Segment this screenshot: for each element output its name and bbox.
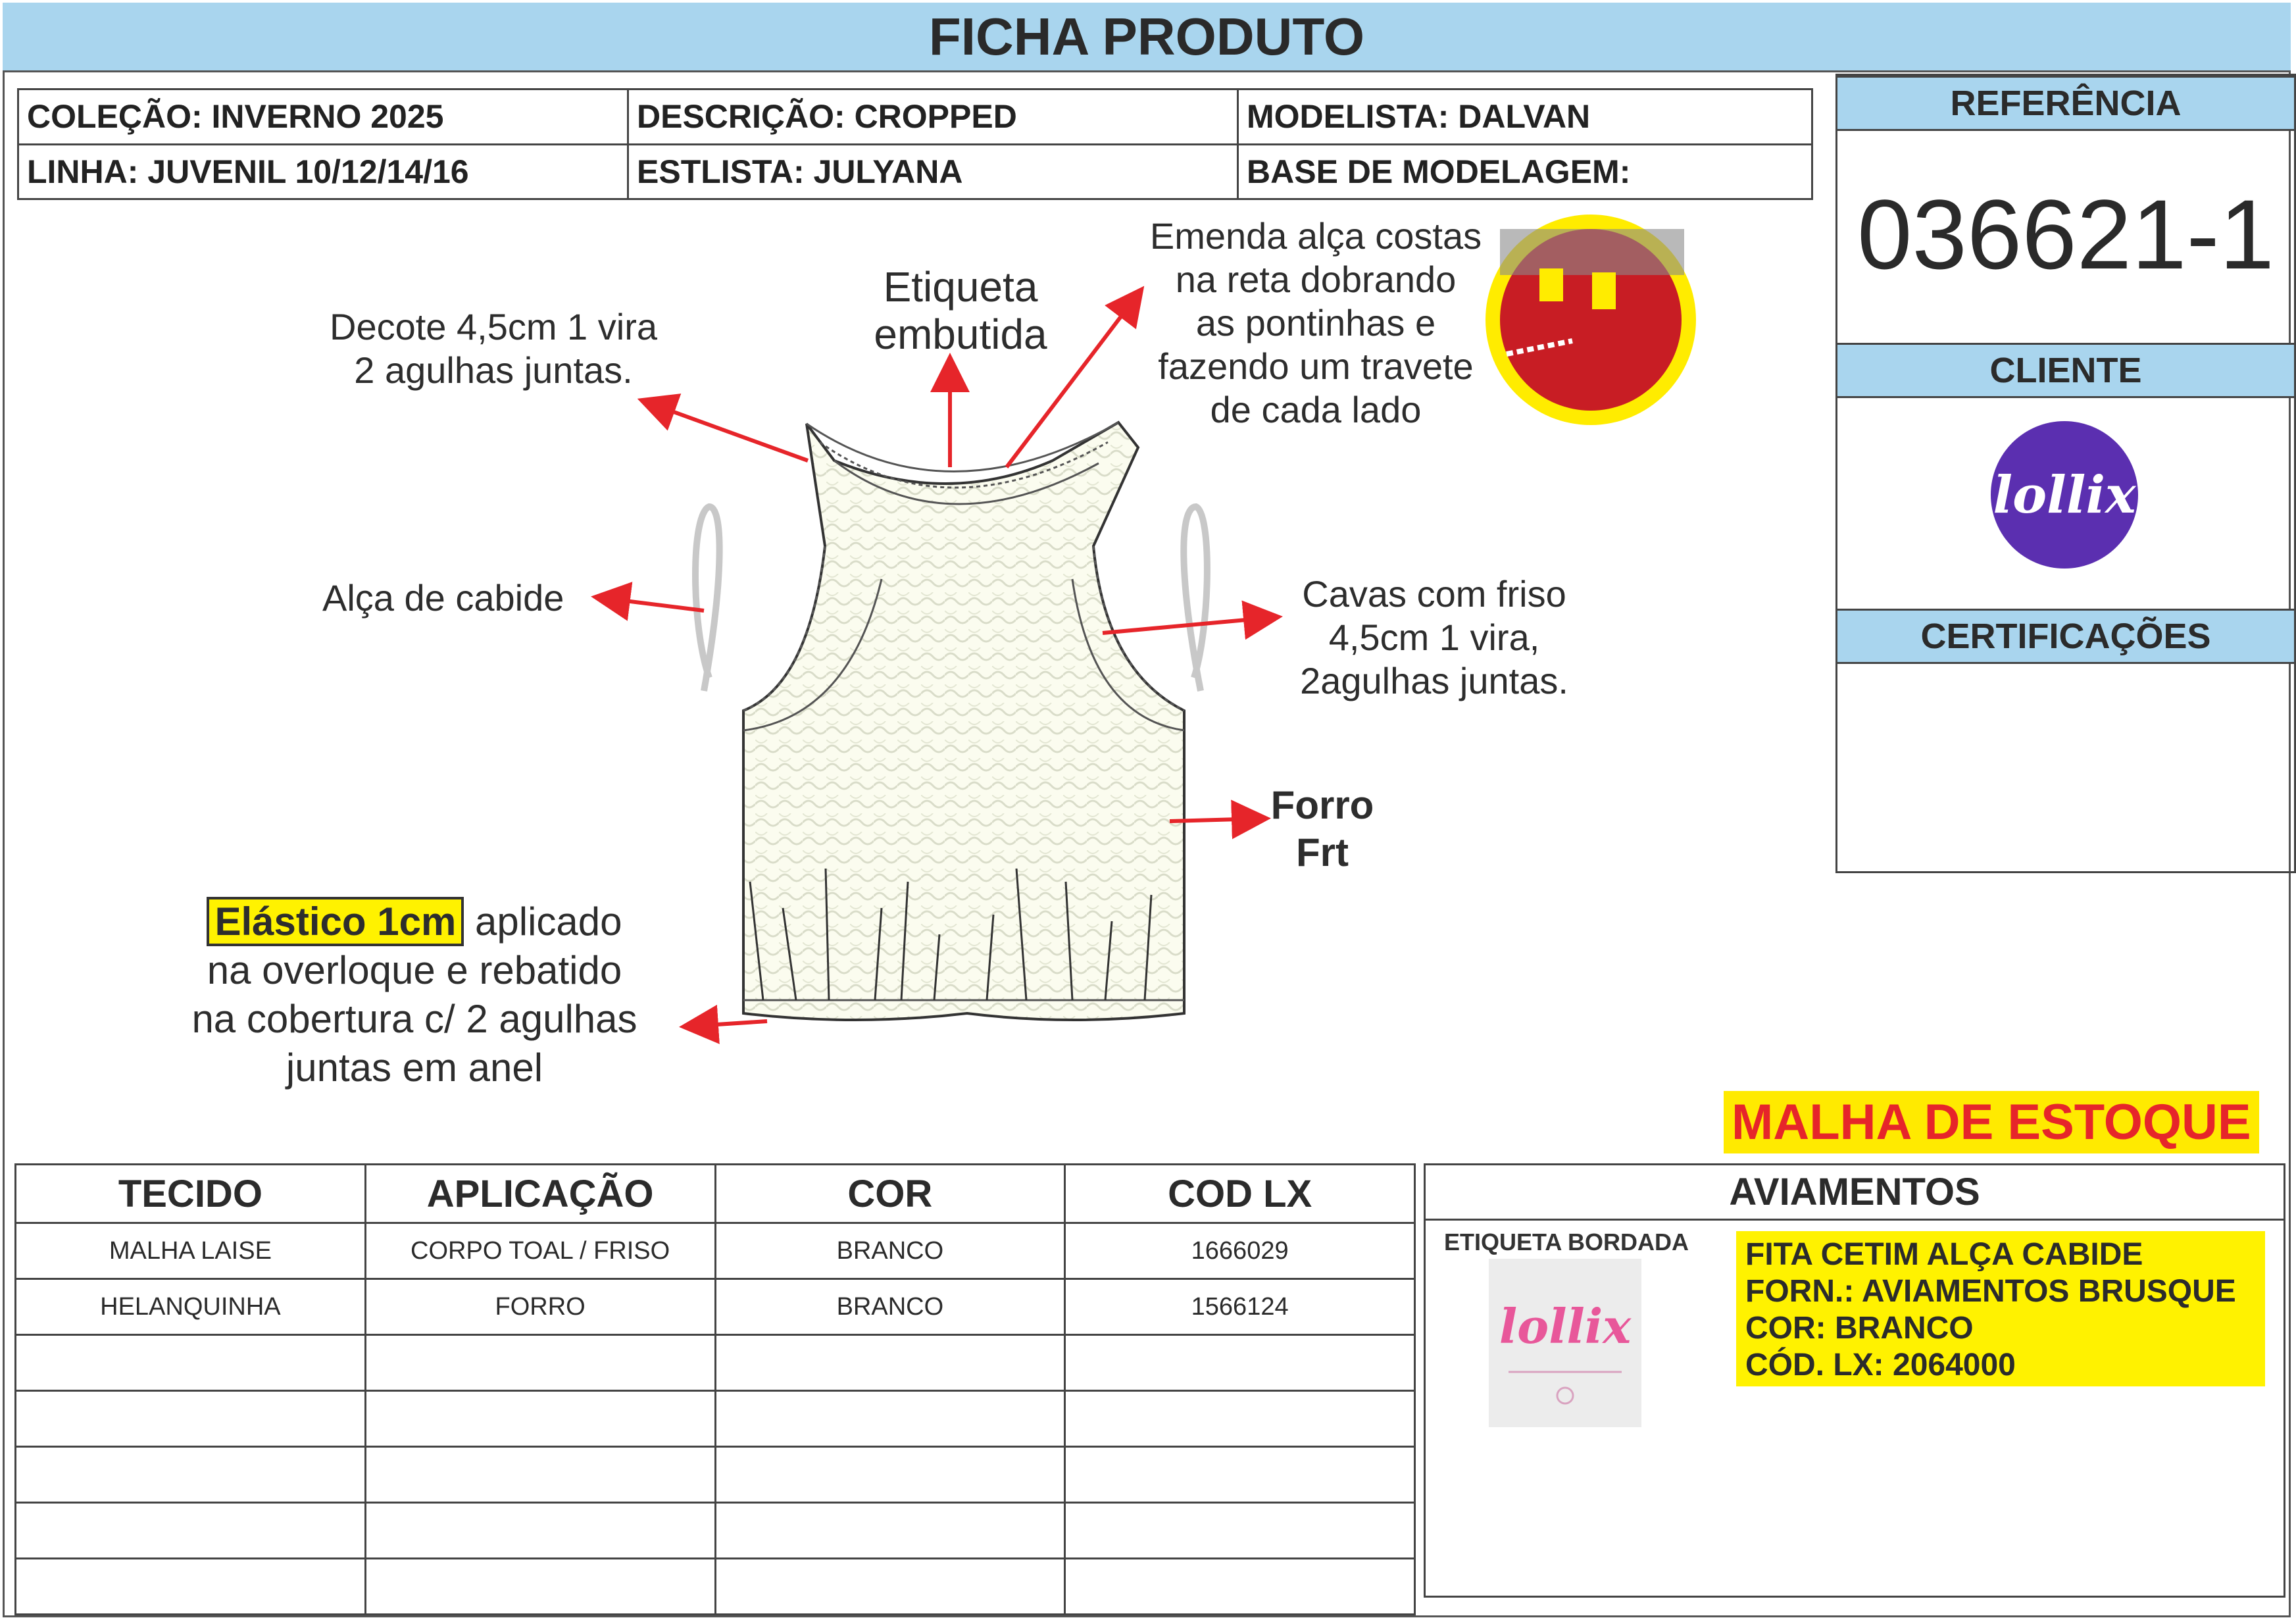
embroidered-tag-image: [1489, 1259, 1641, 1427]
forro-note: Forro Frt: [1270, 783, 1374, 874]
stock-label: MALHA DE ESTOQUE: [1724, 1091, 2259, 1153]
table-row: [16, 1447, 1415, 1503]
table-cell: HELANQUINHA: [16, 1279, 366, 1335]
modelista-cell: MODELISTA: DALVAN: [1238, 89, 1812, 145]
certificacoes-header: CERTIFICAÇÕES: [1837, 609, 2294, 664]
table-row: [16, 1391, 1415, 1447]
tecido-header: TECIDO: [16, 1165, 366, 1223]
svg-text:lollix: lollix: [1993, 465, 2136, 525]
table-row: [16, 1279, 1415, 1335]
table-row: [16, 1559, 1415, 1615]
cliente-header: CLIENTE: [1837, 343, 2294, 398]
table-cell: BRANCO: [715, 1223, 1065, 1279]
page-title: FICHA PRODUTO: [3, 3, 2291, 72]
table-cell: BRANCO: [715, 1279, 1065, 1335]
table-row: [16, 1335, 1415, 1391]
base-cell: BASE DE MODELAGEM:: [1238, 144, 1812, 199]
emenda-note: Emenda alça costas na reta dobrando as pontinhas e fazendo um travete de cada lado: [1149, 215, 1482, 430]
cor-header: COR: [715, 1165, 1065, 1223]
elastico-note: Elástico 1cm aplicado na overloque e rebatido na cobertura c/ 2 agulhas juntas em anel: [158, 898, 671, 1092]
codlx-header: COD LX: [1065, 1165, 1415, 1223]
linha-cell: LINHA: JUVENIL 10/12/14/16: [18, 144, 628, 199]
table-row: [16, 1223, 1415, 1279]
aviamentos-title: AVIAMENTOS: [1426, 1165, 2284, 1221]
etiqueta-bordada-label: ETIQUETA BORDADA: [1444, 1228, 1689, 1255]
referencia-value: 036621-1: [1857, 179, 2274, 290]
alca-note: Alça de cabide: [322, 577, 564, 619]
table-cell: CORPO TOAL / FRISO: [365, 1223, 715, 1279]
fita-cetim-box: FITA CETIM ALÇA CABIDE FORN.: AVIAMENTOS BRUSQUE COR: BRANCO CÓD. LX: 2064000: [1736, 1231, 2265, 1386]
colecao-cell: COLEÇÃO: INVERNO 2025: [18, 89, 628, 145]
decote-note: Decote 4,5cm 1 vira 2 agulhas juntas.: [330, 306, 657, 391]
descricao-cell: DESCRIÇÃO: CROPPED: [628, 89, 1238, 145]
elastico-highlight: Elástico 1cm: [207, 897, 464, 946]
table-cell: 1666029: [1065, 1223, 1415, 1279]
materials-table: [14, 1163, 1416, 1615]
aplicacao-header: APLICAÇÃO: [365, 1165, 715, 1223]
estilista-cell: ESTLISTA: JULYANA: [628, 144, 1238, 199]
aviamentos-panel: [1424, 1163, 2285, 1598]
etiqueta-note: Etiqueta embutida: [874, 263, 1047, 358]
table-row: [16, 1503, 1415, 1559]
table-cell: FORRO: [365, 1279, 715, 1335]
referencia-header: REFERÊNCIA: [1837, 76, 2294, 131]
table-cell: MALHA LAISE: [16, 1223, 366, 1279]
svg-text:lollix: lollix: [1499, 1298, 1632, 1354]
detail-photo: [1480, 209, 1701, 430]
table-cell: 1566124: [1065, 1279, 1415, 1335]
cavas-note: Cavas com friso 4,5cm 1 vira, 2agulhas juntas.: [1300, 573, 1568, 701]
